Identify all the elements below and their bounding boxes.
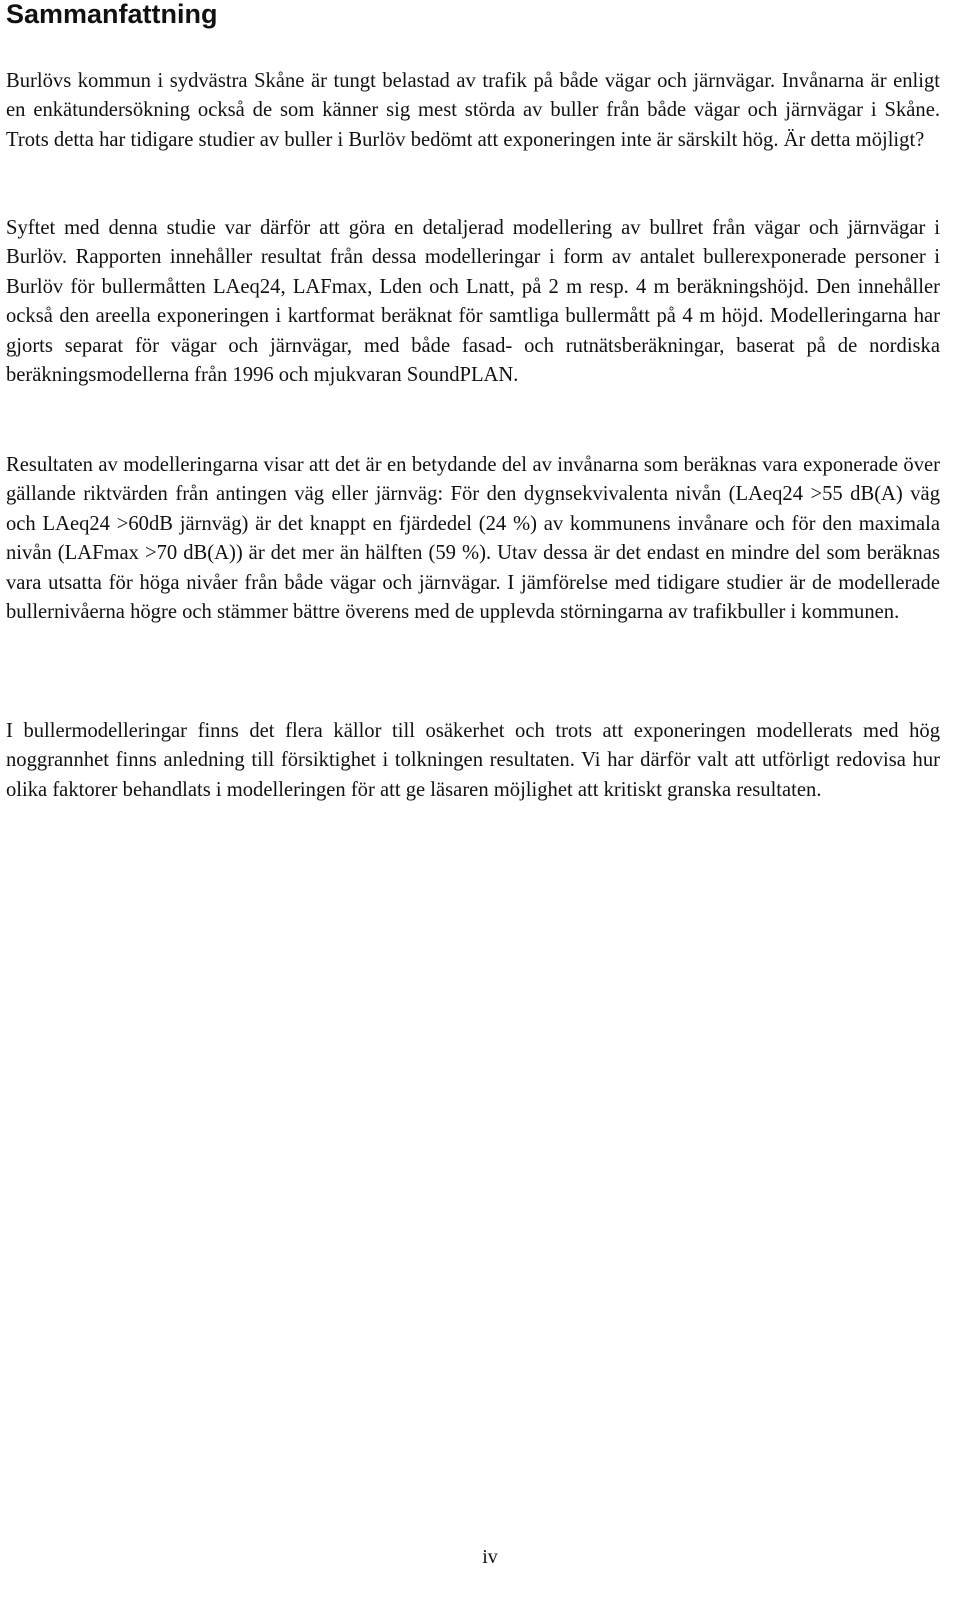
paragraph-text: Burlövs kommun i sydvästra Skåne är tungt belastad av trafik på både vägar och järnvägar. Invånarna är enligt en enkätundersökning också de som känner sig mest störda av buller från både vägar och järnvägar i Skåne. Trots detta har tidigare studier av buller i Burlöv bedömt att exponeringen inte är särskilt hög. Är detta möjligt? — [6, 70, 940, 151]
section-heading: Sammanfattning — [6, 0, 218, 29]
paragraph-text: Resultaten av modelleringarna visar att det är en betydande del av invånarna som beräknas vara exponerade över gällande riktvärden från antingen väg eller järnväg: För den dygnsekvivalenta nivån (LAeq24 >55 dB(A) väg och LAeq24 >60dB järnväg) är det knappt en fjärdedel (24 %) av kommunens invånare och för den maximala nivån (LAFmax >70 dB(A)) är det mer än hälften (59 %). Utav dessa är det endast en mindre del som beräknas vara utsatta för höga nivåer från både vägar och järnvägar. I jämförelse med tidigare studier är de modellerade bullernivåerna högre och stämmer bättre överens med de upplevda störningarna av trafikbuller i kommunen. — [6, 454, 940, 624]
paragraph-intro — [6, 67, 940, 155]
paragraph-text: Syftet med denna studie var därför att göra en detaljerad modellering av bullret från vägar och järnvägar i Burlöv. Rapporten innehåller resultat från dessa modelleringar i form av antalet bullerexponerade personer i Burlöv för bullermåtten LAeq24, LAFmax, Lden och Lnatt, på 2 m resp. 4 m beräkningshöjd. Den innehåller också den areella exponeringen i kartformat beräknat för samtliga bullermått på 4 m höjd. Modelleringarna har gjorts separat för vägar och järnvägar, med både fasad- och rutnätsberäkningar, baserat på de nordiska beräkningsmodellerna från 1996 och mjukvaran SoundPLAN. — [6, 217, 940, 387]
paragraph-text: I bullermodelleringar finns det flera källor till osäkerhet och trots att exponeringen modellerats med hög noggrannhet finns anledning till försiktighet i tolkningen resultaten. Vi har därför valt att utförligt redovisa hur olika faktorer behandlats i modelleringen för att ge läsaren möjlighet att kritiskt granska resultaten. — [6, 720, 940, 801]
paragraph-uncertainty — [6, 717, 940, 805]
paragraph-results — [6, 451, 940, 627]
page-number: iv — [482, 1546, 498, 1568]
paragraph-purpose — [6, 214, 940, 390]
